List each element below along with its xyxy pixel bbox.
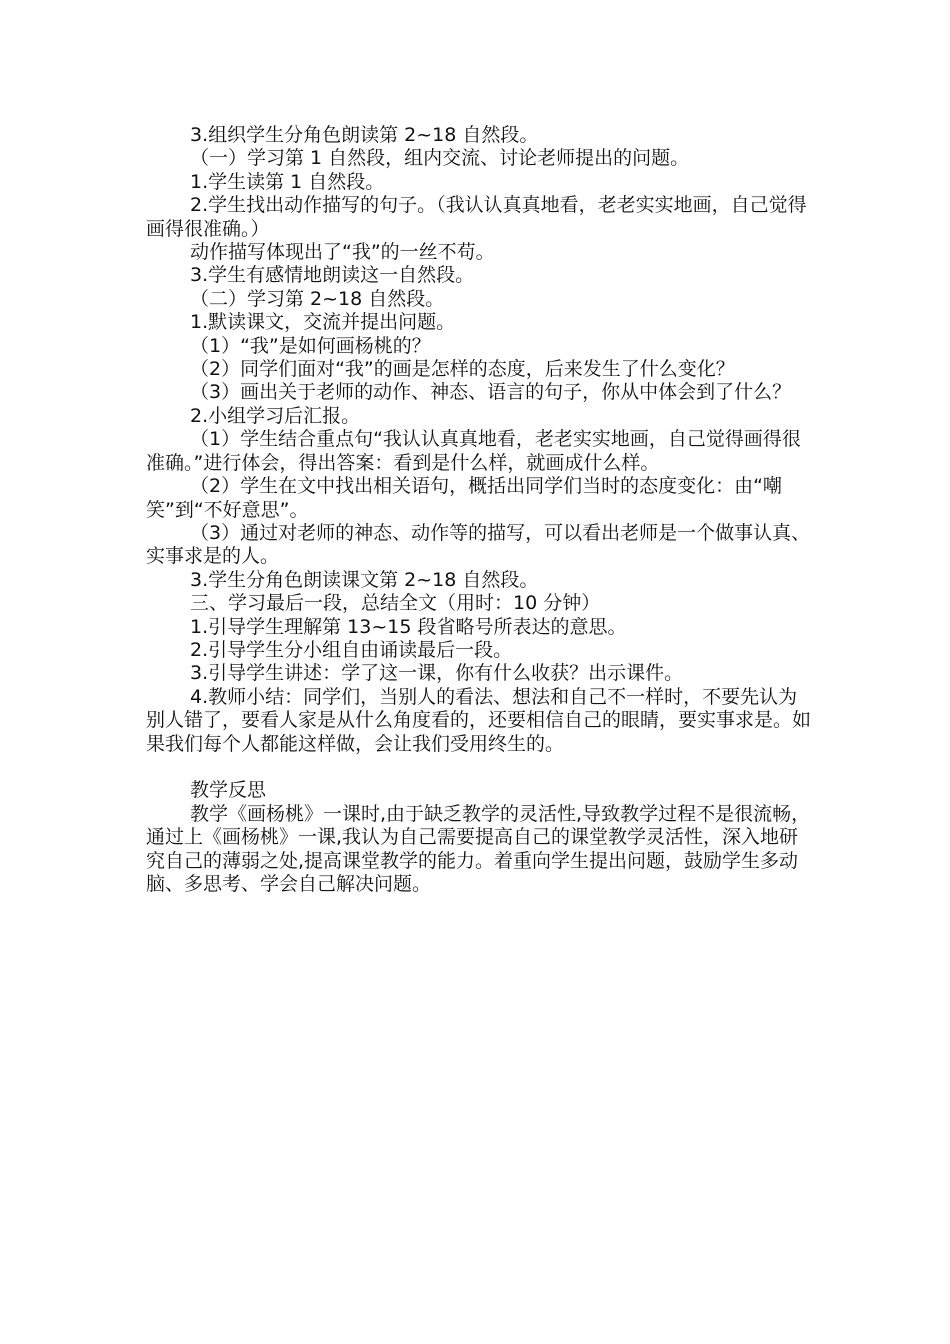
question-item: （3）画出关于老师的动作、神态、语言的句子，你从中体会到了什么？ (190, 381, 792, 404)
paragraph: 2.引导学生分小组自由诵读最后一段。 (190, 638, 513, 661)
paragraph: 3.学生分角色朗读课文第 2~18 自然段。 (190, 568, 539, 591)
section-heading: 三、学习最后一段，总结全文（用时：10 分钟） (190, 592, 601, 615)
paragraph: 1.默读课文，交流并提出问题。 (190, 311, 456, 334)
paragraph: 1.引导学生理解第 13~15 段省略号所表达的意思。 (190, 615, 627, 638)
reflection-heading: 教学反思 (190, 779, 267, 802)
question-item: （2）同学们面对“我”的画是怎样的态度，后来发生了什么变化？ (190, 358, 735, 381)
section-heading: （一）学习第 1 自然段，组内交流、讨论老师提出的问题。 (190, 147, 690, 170)
question-item: （1）“我”是如何画杨桃的？ (190, 334, 431, 357)
answer-item: （3）通过对老师的神态、动作等的描写，可以看出老师是一个做事认真、实事求是的人。 (146, 521, 811, 568)
reflection-body: 教学《画杨桃》一课时,由于缺乏教学的灵活性,导致教学过程不是很流畅，通过上《画杨桃》一课,我认为自己需要提高自己的课堂教学灵活性，深入地研究自己的薄弱之处,提高课堂教学的能力。着重向学生提出问题，鼓励学生多动脑、多思考、学会自己解决问题。 (146, 802, 811, 895)
paragraph: 动作描写体现出了“我”的一丝不苟。 (190, 241, 495, 264)
document-body (146, 124, 812, 896)
paragraph: 3.引导学生讲述：学了这一课，你有什么收获？出示课件。 (190, 662, 684, 685)
answer-item: （2）学生在文中找出相关语句，概括出同学们当时的态度变化：由“嘲笑”到“不好意思”。 (146, 475, 782, 521)
paragraph: 3.学生有感情地朗读这一自然段。 (190, 264, 475, 287)
paragraph: 2.小组学习后汇报。 (190, 404, 361, 427)
paragraph: 2.学生找出动作描写的句子。（我认认真真地看，老老实实地画，自己觉得画得很准确。） (146, 194, 807, 240)
paragraph: 3.组织学生分角色朗读第 2~18 自然段。 (190, 124, 539, 146)
blank-line (146, 756, 812, 779)
paragraph: 4.教师小结：同学们，当别人的看法、想法和自己不一样时，不要先认为别人错了，要看人家是从什么角度看的，还要相信自己的眼睛，要实事求是。如果我们每个人都能这样做，会让我们受用终生的。 (146, 685, 812, 755)
paragraph: 1.学生读第 1 自然段。 (190, 170, 385, 193)
section-heading: （二）学习第 2~18 自然段。 (190, 287, 445, 310)
answer-item: （1）学生结合重点句“我认认真真地看，老老实实地画，自己觉得画得很准确。”进行体会，得出答案：看到是什么样，就画成什么样。 (146, 428, 801, 474)
